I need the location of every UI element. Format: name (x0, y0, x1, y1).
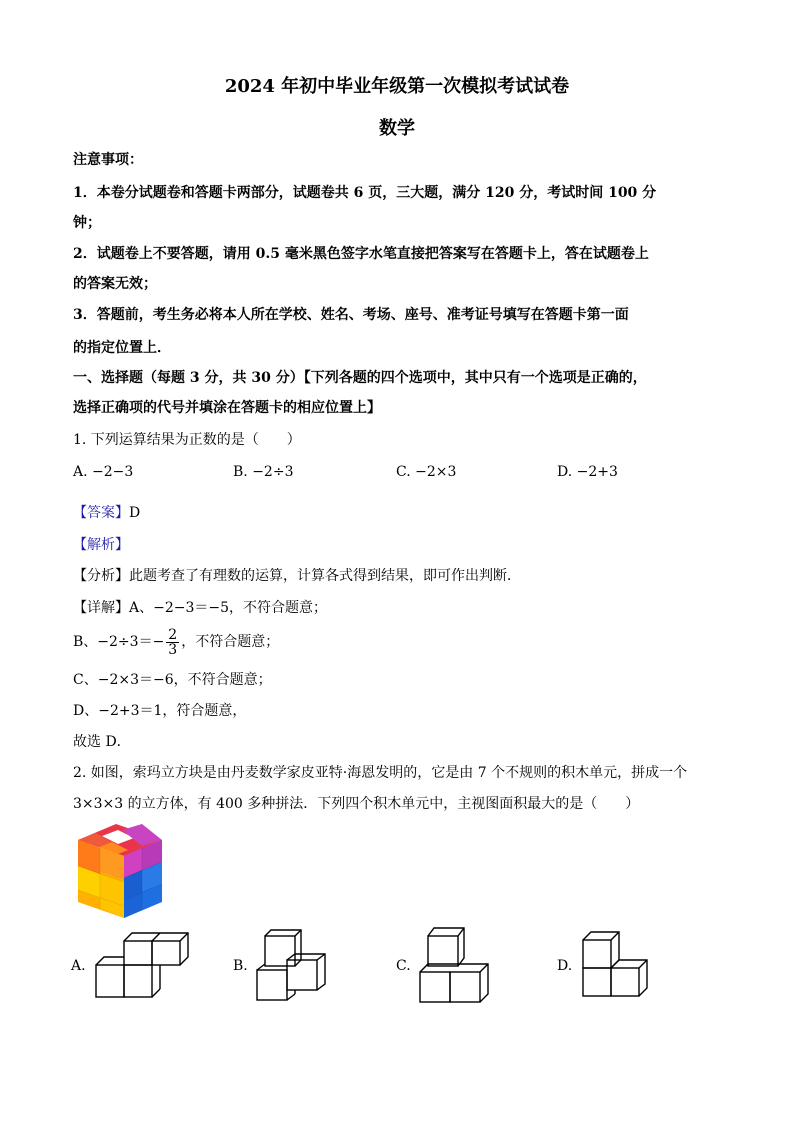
q2-stem-line-1: 2. 如图，索玛立方块是由丹麦数学家皮亚特·海恩发明的，它是由 7 个不规则的积木单元，拼成一个 (73, 765, 688, 781)
q1-detail-d: D、−2+3＝1，符合题意， (73, 703, 247, 719)
q2-stem-line-2: 3×3×3 的立方体，有 400 多种拼法．下列四个积木单元中，主视图面积最大的是（ ） (73, 796, 640, 812)
q1-option-b-letter: B. (233, 464, 248, 480)
fenxi-tag: 【分析】 (73, 568, 129, 584)
detail-tag: 【详解】 (73, 600, 129, 616)
q2-option-c-figure (418, 926, 494, 1006)
q1-detail-c: C、−2×3＝−6，不符合题意； (73, 672, 272, 688)
q1-stem: 1. 下列运算结果为正数的是（ ） (73, 432, 301, 448)
q1-option-d-letter: D. (557, 464, 573, 480)
fraction-denominator: 3 (168, 641, 178, 658)
q2-option-a-figure (94, 931, 194, 1001)
q1-detail-b-post: ，不符合题意； (181, 634, 280, 650)
answer-tag: 【答案】 (73, 505, 129, 521)
notice-item-2-line-2: 的答案无效； (73, 276, 157, 292)
q2-option-b-figure (255, 928, 335, 1004)
q1-option-b (233, 462, 293, 482)
notice-item-3-line-2: 的指定位置上． (73, 340, 171, 356)
q1-detail-a: A、−2−3＝−5，不符合题意； (129, 600, 328, 616)
q1-answer: D (129, 505, 141, 521)
soma-cube-image (72, 820, 168, 920)
q1-detail-a-line (73, 598, 327, 618)
q1-option-b-expr: −2÷3 (252, 464, 294, 480)
q1-detail-b-fraction (166, 628, 179, 657)
subject-title: 数学 (379, 118, 415, 139)
q2-option-c-letter: C. (396, 958, 411, 974)
q1-option-c (396, 462, 456, 482)
q1-answer-line (73, 503, 140, 523)
exam-title: 2024 年初中毕业年级第一次模拟考试试卷 (224, 76, 570, 97)
q1-detail-b-pre: B、−2÷3＝− (73, 634, 165, 650)
q1-analysis-line (73, 535, 129, 555)
q1-option-a-letter: A. (73, 464, 88, 480)
q2-option-d-letter: D. (557, 958, 573, 974)
q1-conclusion: 故选 D． (73, 734, 131, 750)
q1-option-c-letter: C. (396, 464, 411, 480)
notice-item-1-line-1: 1．本卷分试题卷和答题卡两部分，试题卷共 6 页，三大题，满分 120 分，考试时间 100 分 (73, 185, 657, 201)
notice-item-2-line-1: 2．试题卷上不要答题，请用 0.5 毫米黑色签字水笔直接把答案写在答题卡上，答在试题卷上 (73, 246, 649, 262)
q1-detail-b-line (73, 626, 279, 658)
q2-option-b-letter: B. (233, 958, 248, 974)
section-1-heading-line-1: 一、选择题（每题 3 分，共 30 分）【下列各题的四个选项中，其中只有一个选项是正确的， (73, 370, 647, 386)
q1-option-a (73, 462, 133, 482)
q1-fenxi-line (73, 566, 521, 586)
q1-option-c-expr: −2×3 (415, 464, 457, 480)
fraction-numerator: 2 (168, 626, 178, 643)
q2-option-d-figure (581, 928, 653, 1000)
q2-option-a-letter: A. (71, 958, 86, 974)
notice-item-3-line-1: 3．答题前，考生务必将本人所在学校、姓名、考场、座号、准考证号填写在答题卡第一面 (73, 307, 629, 323)
notice-item-1-line-2: 钟； (73, 215, 101, 231)
section-1-heading-line-2: 选择正确项的代号并填涂在答题卡的相应位置上】 (73, 400, 381, 416)
q1-fenxi: 此题考查了有理数的运算，计算各式得到结果，即可作出判断． (129, 568, 521, 584)
q1-option-a-expr: −2−3 (92, 464, 134, 480)
notice-heading: 注意事项： (73, 152, 143, 168)
analysis-tag: 【解析】 (73, 537, 129, 553)
q1-option-d-expr: −2+3 (576, 464, 618, 480)
q1-option-d (557, 462, 618, 482)
